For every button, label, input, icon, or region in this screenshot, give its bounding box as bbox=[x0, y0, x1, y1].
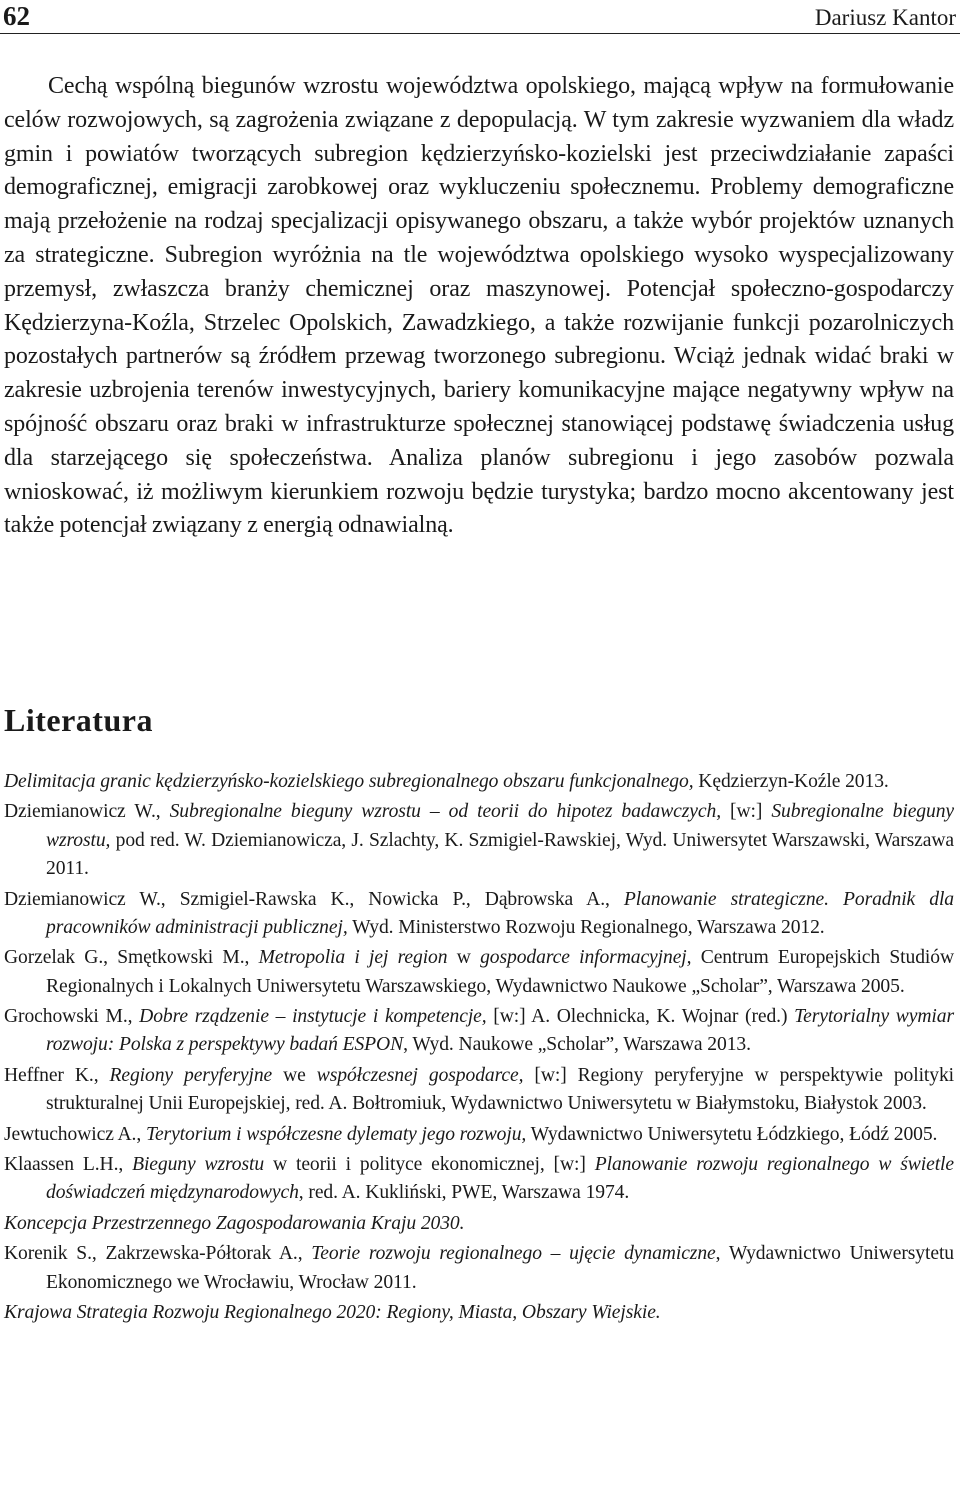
entry-title-italic: współczesnej gospodarce, bbox=[316, 1064, 524, 1086]
entry-title-italic: gospodarce informacyjnej, bbox=[480, 947, 692, 969]
section-title-literatura: Literatura bbox=[4, 702, 153, 738]
entry-text: pod red. W. Dziemianowicza, J. Szlachty, K. Szmigiel-Rawskiej, Wyd. Uniwersytet Warszawski, Warszawa 2011. bbox=[46, 829, 954, 880]
bibliography-entry bbox=[4, 1210, 954, 1238]
entry-text: Korenik S., Zakrzewska-Półtorak A., bbox=[4, 1243, 312, 1265]
bibliography-entry bbox=[4, 944, 954, 1001]
bibliography-entry bbox=[4, 1240, 954, 1297]
entry-text: Wyd. Ministerstwo Rozwoju Regionalnego, Warszawa 2012. bbox=[347, 916, 825, 938]
entry-title-italic: Koncepcja Przestrzennego Zagospodarowania Kraju 2030. bbox=[4, 1212, 465, 1234]
bibliography-entry bbox=[4, 1003, 954, 1060]
entry-text: [w:] Regiony peryferyjne w perspektywie polityki strukturalnej Unii Europejskiej, red. A. Bołtromiuk, Wydawnictwo Uniwersytetu w Białymstoku, Białystok 2003. bbox=[46, 1064, 954, 1115]
entry-text: , red. A. Kukliński, PWE, Warszawa 1974. bbox=[298, 1182, 630, 1204]
entry-text: , Wydawnictwo Uniwersytetu Ekonomicznego we Wrocławiu, Wrocław 2011. bbox=[46, 1243, 954, 1293]
entry-text: [w:] bbox=[721, 801, 772, 823]
entry-title-italic: Teorie rozwoju regionalnego – ujęcie dynamiczne bbox=[311, 1243, 716, 1265]
entry-title-italic: Subregionalne bieguny wzrostu, bbox=[46, 801, 954, 851]
running-header bbox=[0, 0, 960, 34]
entry-text: Jewtuchowicz A., bbox=[4, 1123, 146, 1145]
entry-text: we bbox=[272, 1064, 317, 1086]
bibliography-list bbox=[4, 768, 954, 1330]
entry-title-italic: Subregionalne bieguny wzrostu – od teorii do hipotez badawczych, bbox=[169, 801, 721, 823]
bibliography-entry bbox=[4, 798, 954, 883]
entry-text: Dziemianowicz W., bbox=[4, 801, 170, 823]
entry-title-italic: Terytorialny wymiar rozwoju: Polska z perspektywy badań ESPON bbox=[46, 1006, 954, 1056]
entry-text: Wydawnictwo Uniwersytetu Łódzkiego, Łódź 2005. bbox=[526, 1123, 938, 1145]
entry-title-italic: Delimitacja granic kędzierzyńsko-kozielskiego subregionalnego obszaru funkcjonalnego, bbox=[4, 771, 694, 792]
entry-text: Klaassen L.H., bbox=[4, 1154, 133, 1176]
bibliography-entry bbox=[4, 1299, 954, 1327]
bibliography-entry bbox=[4, 1062, 954, 1119]
entry-text: Grochowski M., bbox=[4, 1006, 140, 1028]
entry-text: Gorzelak G., Smętkowski M., bbox=[4, 947, 259, 969]
entry-title-italic: Metropolia i jej region bbox=[258, 947, 448, 969]
entry-text: Centrum Europejskich Studiów Regionalnych i Lokalnych Uniwersytetu Warszawskiego, Wydawnictwo Naukowe „Scholar”, Warszawa 2005. bbox=[46, 947, 955, 997]
bibliography-entry bbox=[4, 1151, 954, 1208]
entry-title-italic: Krajowa Strategia Rozwoju Regionalnego 2020: Regiony, Miasta, Obszary Wiejskie. bbox=[4, 1302, 661, 1324]
entry-title-italic: Terytorium i współczesne dylematy jego rozwoju, bbox=[145, 1123, 527, 1145]
body-paragraph: Cechą wspólną biegunów wzrostu województwa opolskiego, mającą wpływ na formułowanie celów rozwojowych, są zagrożenia związane z depopulacją. W tym zakresie wyzwaniem dla władz gmin i powiatów tworzących subregion kędzierzyńsko-kozielski jest przeciwdziałanie zapaści demograficznej, emigracji zarobkowej oraz wykluczeniu społecznemu. Problemy demograficzne mają przełożenie na rodzaj specjalizacji opisywanego obszaru, a także wybór projektów uznanych za strategiczne. Subregion wyróżnia na tle województwa opolskiego wysoko wyspecjalizowany przemysł, zwłaszcza branży chemicznej oraz maszynowej. Potencjał społeczno-gospodarczy Kędzierzyna-Koźla, Strzelec Opolskich, Zawadzkiego, a także rozwijanie funkcji pozarolniczych pozostałych partnerów są źródłem przewag tworzonego subregionu. Wciąż jednak widać braki w zakresie uzbrojenia terenów inwestycyjnych, bariery komunikacyjne mające negatywny wpływ na spójność obszaru oraz braki w infrastrukturze społecznej stanowiącej podstawę świadczenia usług dla starzejącego się społeczeństwa. Analiza planów subregionu i jego zasobów pozwala wnioskować, iż możliwym kierunkiem rozwoju będzie turystyka; bardzo mocno akcentowany jest także potencjał związany z energią odnawialną. bbox=[4, 73, 954, 539]
entry-text: w bbox=[447, 947, 481, 969]
entry-text: [w:] A. Olechnicka, K. Wojnar (red.) bbox=[486, 1006, 795, 1028]
running-author: Dariusz Kantor bbox=[814, 5, 956, 30]
bibliography-entry bbox=[4, 1121, 954, 1149]
entry-title-italic: Regiony peryferyjne bbox=[109, 1064, 273, 1086]
entry-text: Heffner K., bbox=[4, 1064, 110, 1086]
entry-title-italic: Dobre rządzenie – instytucje i kompetencje, bbox=[139, 1006, 487, 1028]
bibliography-entry bbox=[4, 886, 954, 943]
entry-title-italic: Planowanie strategiczne. Poradnik dla pracowników administracji publicznej, bbox=[46, 888, 954, 938]
entry-text: w teorii i polityce ekonomicznej, [w:] bbox=[264, 1154, 595, 1176]
entry-text: , Wyd. Naukowe „Scholar”, Warszawa 2013. bbox=[403, 1034, 751, 1056]
entry-text: Kędzierzyn-Koźle 2013. bbox=[693, 771, 889, 792]
entry-title-italic: Planowanie rozwoju regionalnego w świetle doświadczeń międzynarodowych bbox=[46, 1154, 954, 1204]
entry-text: Dziemianowicz W., Szmigiel-Rawska K., Nowicka P., Dąbrowska A., bbox=[4, 888, 624, 910]
page-number: 62 bbox=[3, 1, 30, 31]
bibliography-entry bbox=[4, 768, 954, 796]
entry-title-italic: Bieguny wzrostu bbox=[132, 1154, 265, 1176]
